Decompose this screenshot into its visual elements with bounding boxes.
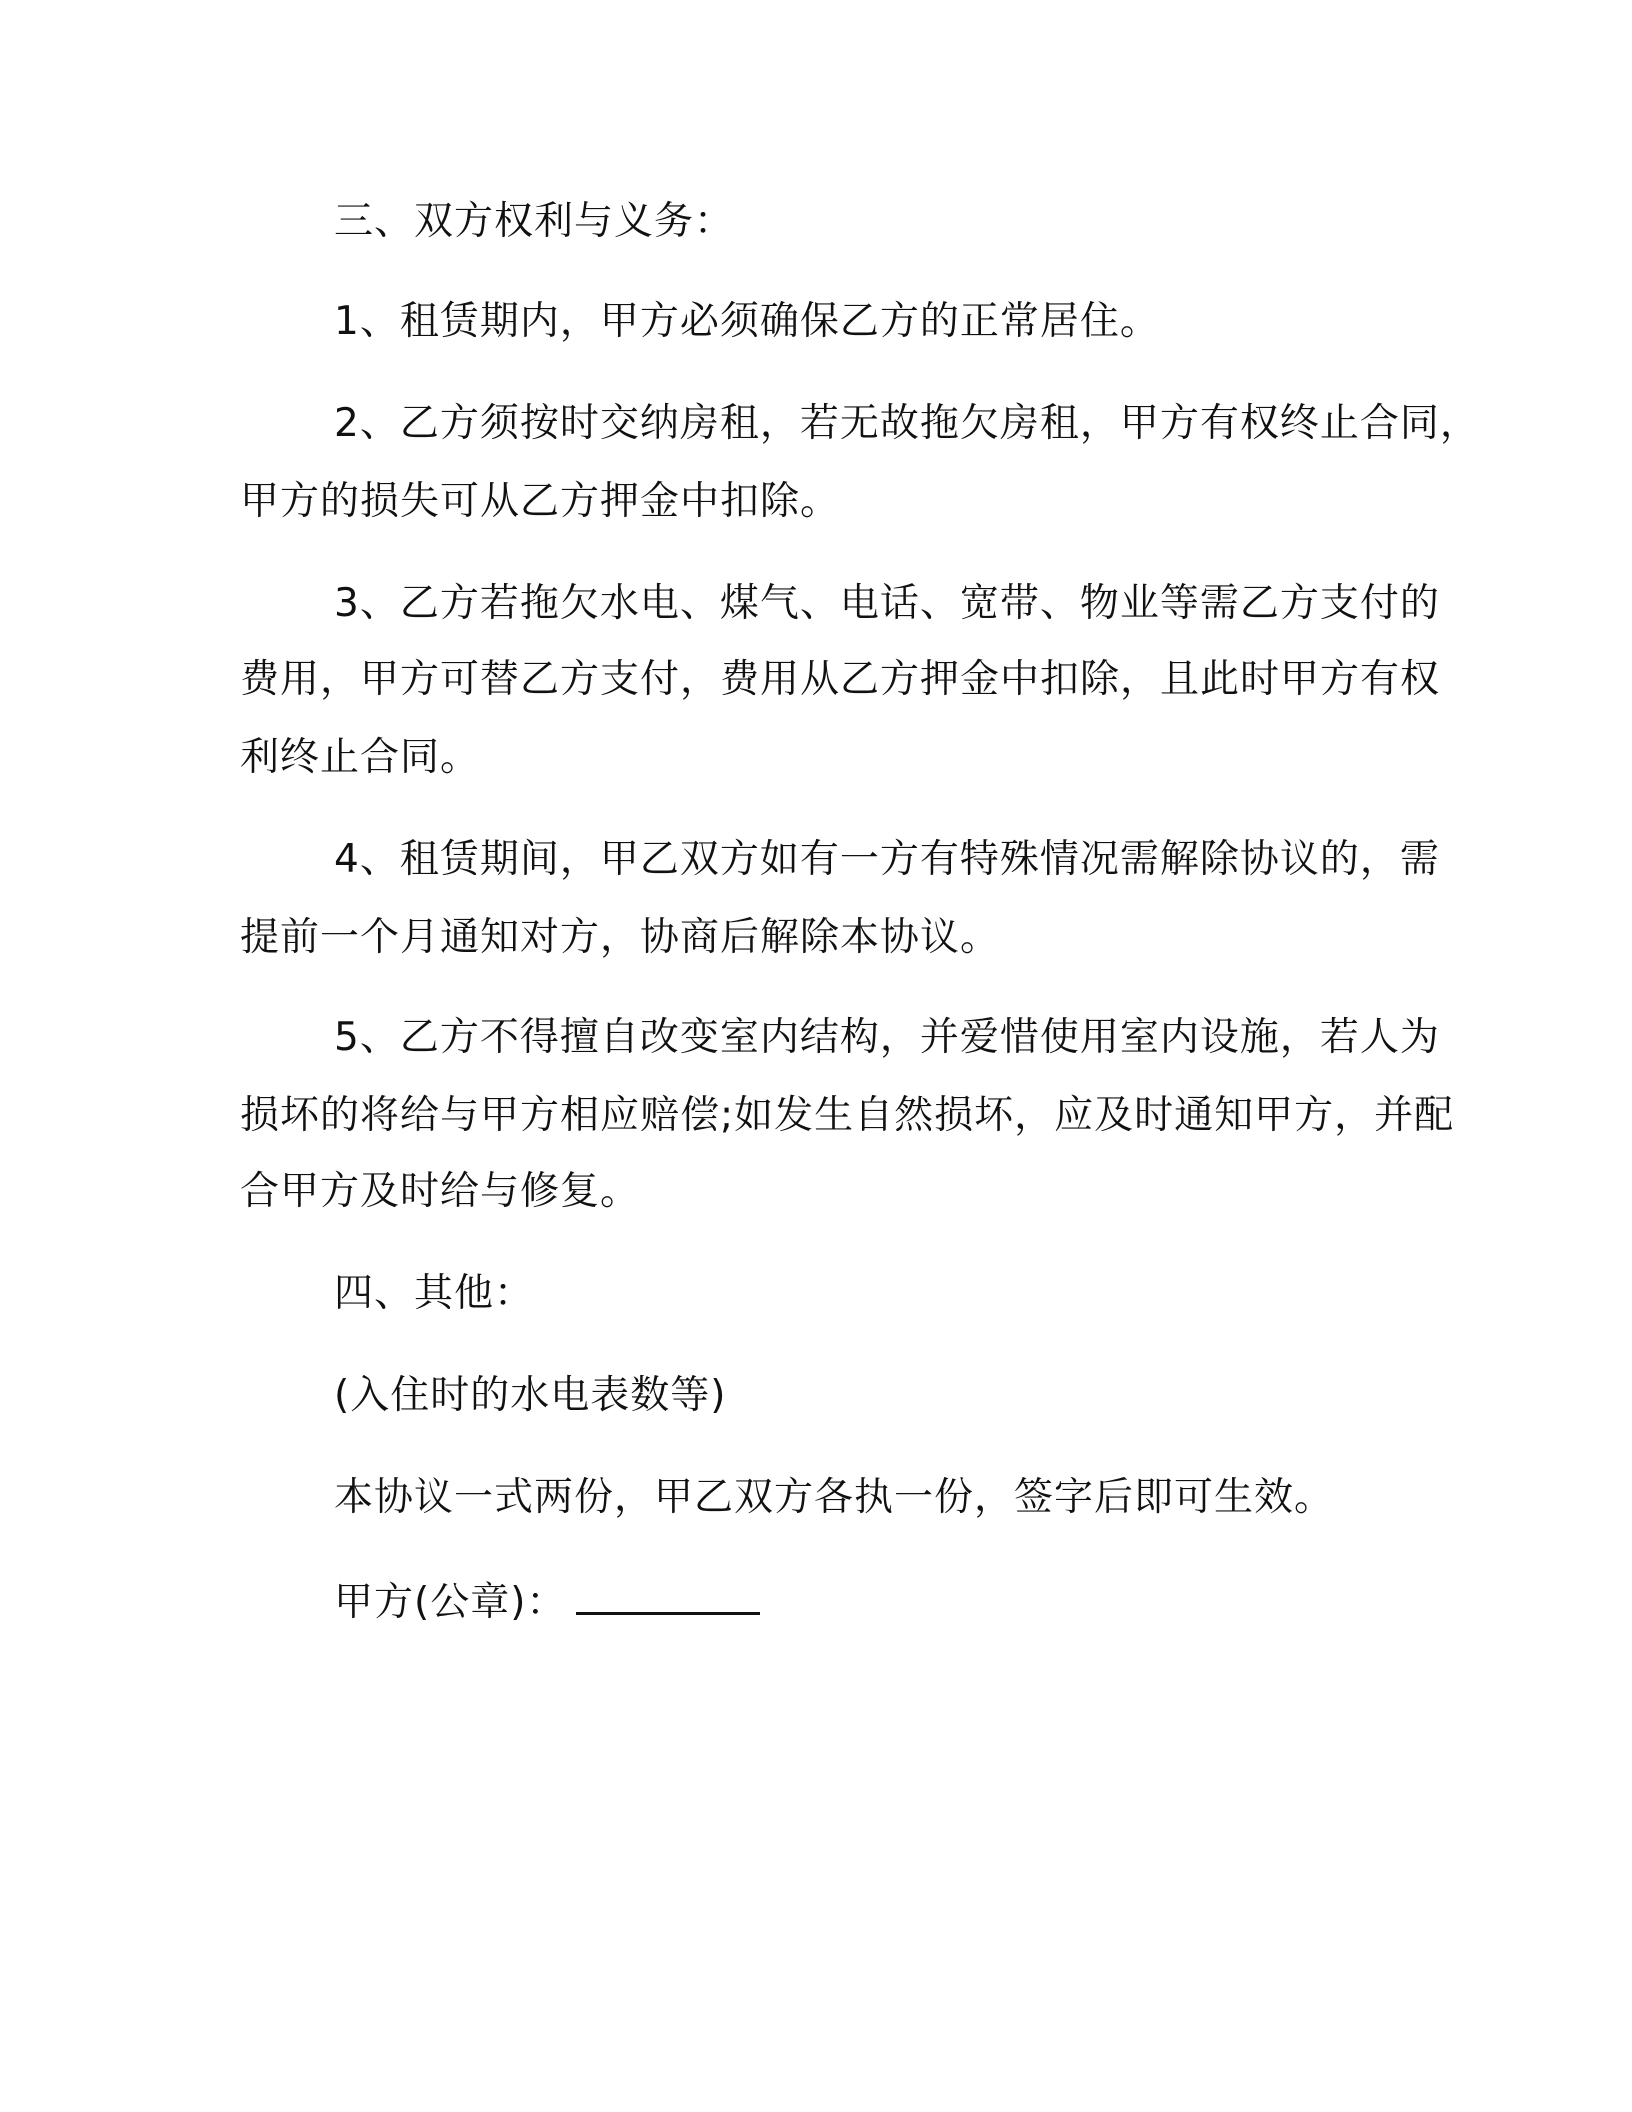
party-a-signature-line <box>334 1572 760 1629</box>
copies-statement: 本协议一式两份，甲乙双方各执一份，签字后即可生效。 <box>334 1475 1335 1520</box>
clause-1-line-1: 1、租赁期内，甲方必须确保乙方的正常居住。 <box>334 299 1160 344</box>
clause-5-line-3: 合甲方及时给与修复。 <box>240 1169 641 1214</box>
party-a-signature-blank <box>576 1572 760 1615</box>
clause-2-line-1: 2、乙方须按时交纳房租，若无故拖欠房租，甲方有权终止合同， <box>334 401 1480 446</box>
clause-4-line-2: 提前一个月通知对方，协商后解除本协议。 <box>240 915 1001 960</box>
party-a-label: 甲方(公章)： <box>334 1580 567 1625</box>
clause-2-line-2: 甲方的损失可从乙方押金中扣除。 <box>240 479 841 524</box>
clause-3-line-1: 3、乙方若拖欠水电、煤气、电话、宽带、物业等需乙方支付的 <box>334 581 1440 626</box>
clause-3-line-2: 费用，甲方可替乙方支付，费用从乙方押金中扣除，且此时甲方有权 <box>240 657 1441 702</box>
section-3-heading: 三、双方权利与义务： <box>334 199 735 244</box>
clause-4-line-1: 4、租赁期间，甲乙双方如有一方有特殊情况需解除协议的，需 <box>334 837 1440 882</box>
meter-reading-note: (入住时的水电表数等) <box>334 1373 727 1418</box>
clause-5-line-1: 5、乙方不得擅自改变室内结构，并爱惜使用室内设施，若人为 <box>334 1015 1440 1060</box>
section-4-heading: 四、其他： <box>334 1271 535 1316</box>
clause-5-line-2: 损坏的将给与甲方相应赔偿;如发生自然损坏，应及时通知甲方，并配 <box>240 1093 1455 1138</box>
clause-3-line-3: 利终止合同。 <box>240 735 481 780</box>
